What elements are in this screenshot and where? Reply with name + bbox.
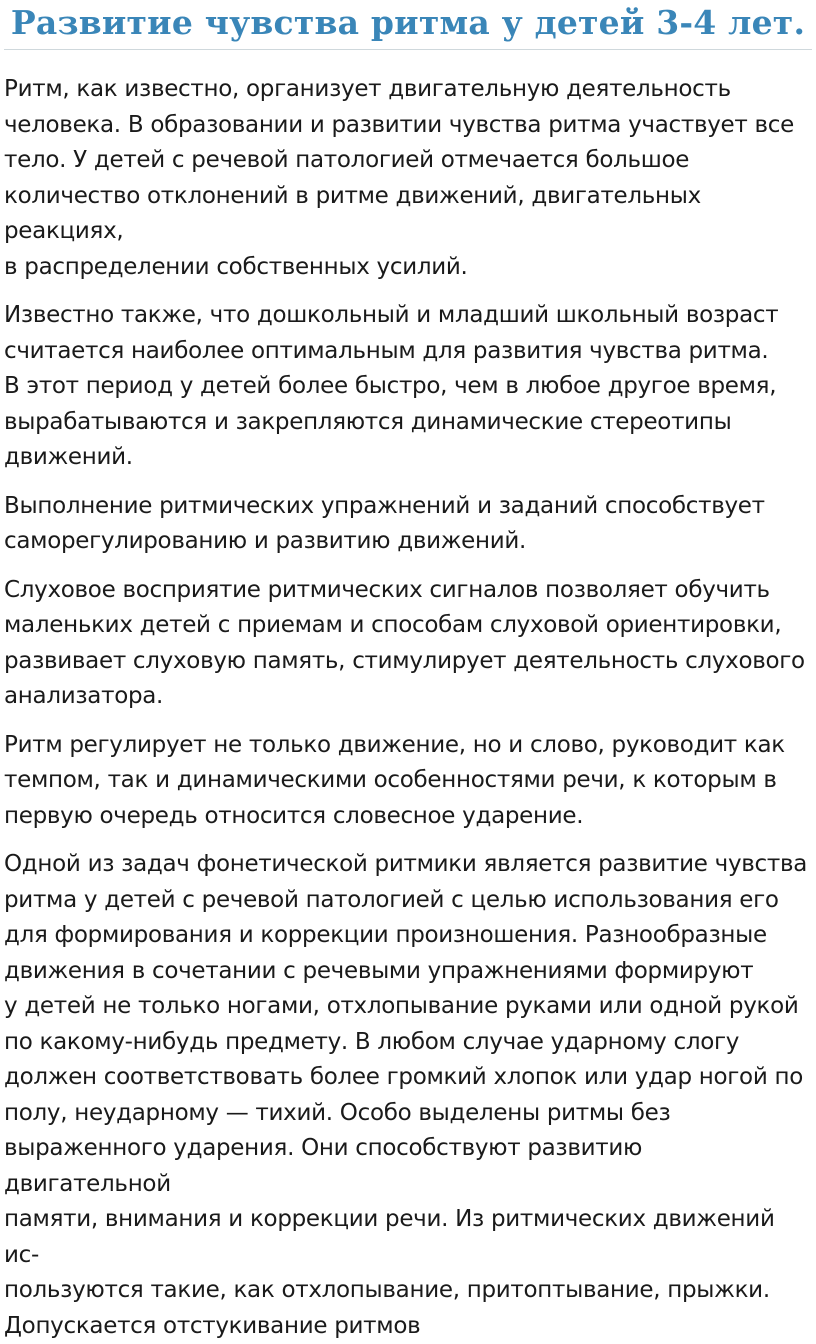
paragraph-6: Одной из задач фонетической ритмики является развитие чувства ритма у детей с речевой патологией с целью использования его для формирования и коррекции произношения. Разнообразные движения в сочетании с речевыми упражнениями формируют у детей не только ногами, отхлопывание руками или одной рукой по какому-нибудь предмету. В любом случае ударному слогу должен соответствовать более громкий хлопок или удар ногой по полу, неударному — тихий. Особо выделены ритмы без выраженного ударения. Они способствуют развитию двигательной памяти, внимания и коррекции речи. Из ритмических движений ис- пользуются такие, как отхлопывание, притоптывание, прыжки. Допускается отстукивание ритмов bbox=[4, 851, 808, 1339]
paragraph-1: Ритм, как известно, организует двигательную деятельность человека. В образовании и развитии чувства ритма участвует все тело. У детей с речевой патологией отмечается большое количество отклонений в ритме движений, двигательных реакциях, в распределении собственных усилий. bbox=[4, 76, 794, 280]
paragraph-2: Известно также, что дошкольный и младший школьный возраст считается наиболее оптимальным для развития чувства ритма. В этот период у детей более быстро, чем в любое другое время, вырабатываются и закрепляются динамические стереотипы движений. bbox=[4, 302, 779, 470]
paragraph-4: Слуховое восприятие ритмических сигналов позволяет обучить маленьких детей с приемам и способам слуховой ориентировки, развивает слуховую память, стимулирует деятельность слухового анализатора. bbox=[4, 576, 805, 709]
document-body bbox=[4, 50, 812, 1344]
page-title: Развитие чувства ритма у детей 3-4 лет. bbox=[4, 0, 812, 50]
paragraph-5: Ритм регулирует не только движение, но и слово, руководит как темпом, так и динамическими особенностями речи, к которым в первую очередь относится словесное ударение. bbox=[4, 731, 785, 829]
paragraph-3: Выполнение ритмических упражнений и заданий способствует саморегулированию и развитию движений. bbox=[4, 492, 765, 554]
